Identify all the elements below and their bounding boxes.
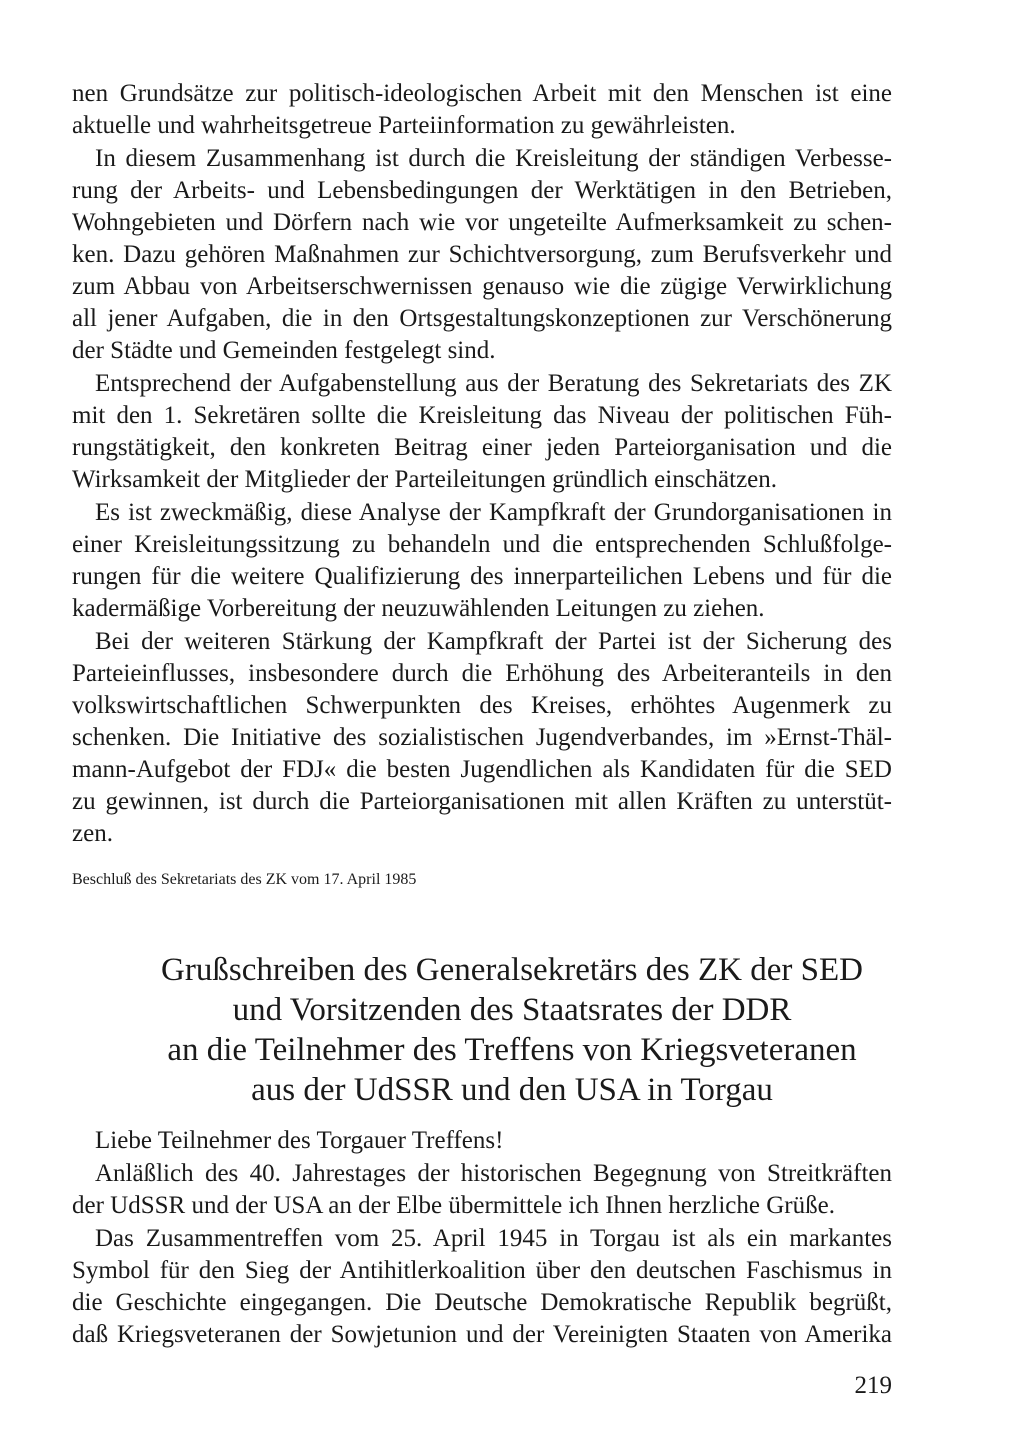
text-line: Entsprechend der Aufgabenstellung aus der Beratung des Sekretariats des ZK xyxy=(95,370,892,397)
text-line: zu gewinnen, ist durch die Parteiorganisationen mit allen Kräften zu unterstüt- xyxy=(72,788,892,815)
text-line: schenken. Die Initiative des sozialistischen Jugendverbandes, im »Ernst-Thäl- xyxy=(72,724,892,751)
text-line: mit den 1. Sekretären sollte die Kreisleitung das Niveau der politischen Füh- xyxy=(72,402,892,429)
text-line: der UdSSR und der USA an der Elbe übermittele ich Ihnen herzliche Grüße. xyxy=(72,1192,835,1219)
text-line: Bei der weiteren Stärkung der Kampfkraft der Partei ist der Sicherung des xyxy=(95,628,892,655)
text-line: all jener Aufgaben, die in den Ortsgestaltungskonzeptionen zur Verschönerung xyxy=(72,305,892,332)
section-heading-line: aus der UdSSR und den USA in Torgau xyxy=(251,1072,773,1108)
text-line: In diesem Zusammenhang ist durch die Kreisleitung der ständigen Verbesse- xyxy=(95,145,892,172)
text-line: rung der Arbeits- und Lebensbedingungen der Werktätigen in den Betrieben, xyxy=(72,177,892,204)
text-line: daß Kriegsveteranen der Sowjetunion und der Vereinigten Staaten von Amerika xyxy=(72,1321,892,1348)
section-heading-line: Grußschreiben des Generalsekretärs des ZK der SED xyxy=(161,952,863,988)
text-line: Wirksamkeit der Mitglieder der Parteileitungen gründlich einschätzen. xyxy=(72,466,778,493)
text-line: zen. xyxy=(72,820,113,847)
section-heading-line: an die Teilnehmer des Treffens von Kriegsveteranen xyxy=(167,1032,857,1068)
text-line: mann-Aufgebot der FDJ« die besten Jugendlichen als Kandidaten für die SED xyxy=(72,756,892,783)
text-line: Es ist zweckmäßig, diese Analyse der Kampfkraft der Grundorganisationen in xyxy=(95,499,892,526)
text-line: rungen für die weitere Qualifizierung des innerparteilichen Lebens und für die xyxy=(72,563,892,590)
text-line: rungstätigkeit, den konkreten Beitrag einer jeden Parteiorganisation und die xyxy=(72,434,892,461)
text-line: nen Grundsätze zur politisch-ideologischen Arbeit mit den Menschen ist eine xyxy=(72,80,892,107)
text-line: Wohngebieten und Dörfern nach wie vor ungeteilte Aufmerksamkeit zu schen- xyxy=(72,209,892,236)
text-line: Parteieinflusses, insbesondere durch die Erhöhung des Arbeiteranteils in den xyxy=(72,660,892,687)
text-line: Anläßlich des 40. Jahrestages der historischen Begegnung von Streitkräften xyxy=(95,1160,892,1187)
source-note: Beschluß des Sekretariats des ZK vom 17. April 1985 xyxy=(72,871,417,888)
section-heading-line: und Vorsitzenden des Staatsrates der DDR xyxy=(232,992,792,1028)
text-line: volkswirtschaftlichen Schwerpunkten des Kreises, erhöhtes Augenmerk zu xyxy=(72,692,892,719)
text-line: ken. Dazu gehören Maßnahmen zur Schichtversorgung, zum Berufsverkehr und xyxy=(72,241,892,268)
text-line: der Städte und Gemeinden festgelegt sind. xyxy=(72,337,496,364)
text-line: zum Abbau von Arbeitserschwernissen genauso wie die zügige Verwirklichung xyxy=(72,273,892,300)
text-line: die Geschichte eingegangen. Die Deutsche Demokratische Republik begrüßt, xyxy=(72,1289,892,1316)
text-line: einer Kreisleitungssitzung zu behandeln und die entsprechenden Schlußfolge- xyxy=(72,531,892,558)
text-line: aktuelle und wahrheitsgetreue Parteiinformation zu gewährleisten. xyxy=(72,112,736,139)
text-line: kadermäßige Vorbereitung der neuzuwählenden Leitungen zu ziehen. xyxy=(72,595,765,622)
page-number: 219 xyxy=(854,1372,892,1399)
text-line: Symbol für den Sieg der Antihitlerkoalition über den deutschen Faschismus in xyxy=(72,1257,892,1284)
text-line: Das Zusammentreffen vom 25. April 1945 in Torgau ist als ein markantes xyxy=(95,1225,892,1252)
letter-salutation: Liebe Teilnehmer des Torgauer Treffens! xyxy=(95,1127,504,1154)
